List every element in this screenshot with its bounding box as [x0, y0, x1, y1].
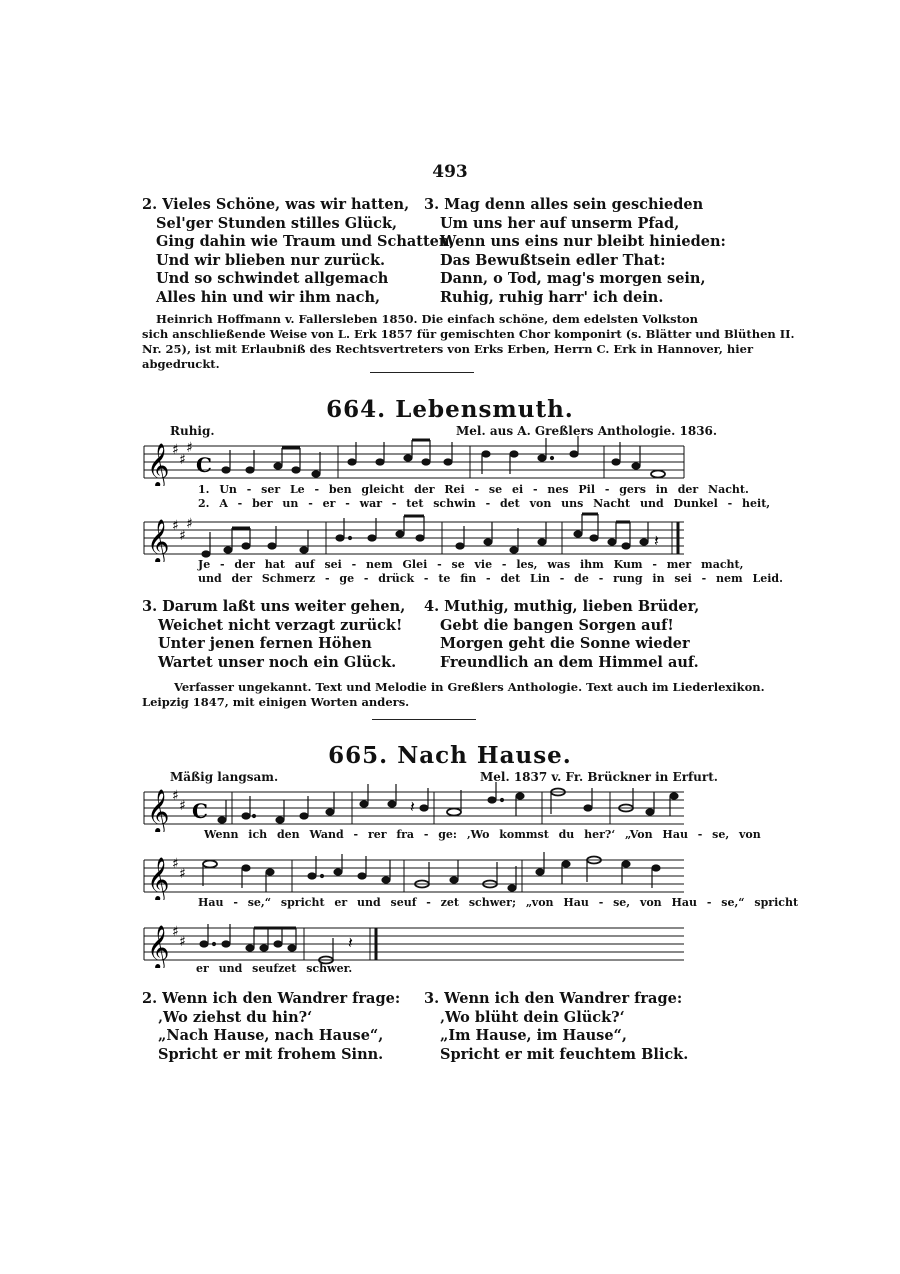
song-title: 664. Lebensmuth.	[326, 396, 574, 423]
svg-text:C: C	[192, 799, 208, 823]
lyrics-line: Je - der hat auf sei - nem Glei - se vie - les, was ihm Kum - mer macht,	[198, 558, 744, 571]
svg-text:♯: ♯	[179, 934, 186, 950]
svg-text:♯: ♯	[172, 856, 179, 872]
lyrics-line: 1. Un - ser Le - ben gleicht der Rei - se ei - nes Pil - gers in der Nacht.	[198, 483, 749, 496]
verse-line: Morgen geht die Sonne wieder	[440, 635, 690, 652]
verse-line: 2. Wenn ich den Wandrer frage:	[142, 990, 401, 1007]
verse-left-665	[142, 990, 400, 1064]
verse-line: „Im Hause, im Hause“,	[440, 1027, 627, 1044]
verse-right-top	[424, 196, 726, 307]
attribution-note-top	[142, 312, 795, 372]
lyrics-line: Wenn ich den Wand - rer fra - ge: ‚Wo kommst du her?‘ „Von Hau - se, von	[204, 828, 761, 841]
rest-icon: 𝄽	[410, 797, 415, 816]
melody-credit: Mel. 1837 v. Fr. Brückner in Erfurt.	[480, 770, 718, 784]
verse-line: ‚Wo blüht dein Glück?‘	[440, 1008, 625, 1026]
verse-line: ‚Wo ziehst du hin?‘	[158, 1008, 313, 1026]
lyrics-line: 2. A - ber un - er - war - tet schwin - det von uns Nacht und Dunkel - heit,	[198, 497, 771, 510]
verse-line: Alles hin und wir ihm nach,	[156, 288, 381, 306]
verse-line: „Nach Hause, nach Hause“,	[158, 1027, 384, 1044]
verse-right-664	[424, 598, 699, 672]
melody-credit: Mel. aus A. Greßlers Anthologie. 1836.	[456, 424, 718, 438]
treble-clef-icon: 𝄞	[147, 443, 170, 486]
svg-text:♯: ♯	[172, 442, 179, 458]
verse-line: 3. Wenn ich den Wandrer frage:	[424, 990, 683, 1007]
music-staff	[142, 918, 687, 968]
verse-line: Spricht er mit feuchtem Blick.	[440, 1045, 689, 1063]
verse-line: 3. Darum laßt uns weiter gehen,	[142, 598, 406, 615]
treble-clef-icon: 𝄞	[147, 519, 170, 562]
tempo-marking: Ruhig.	[170, 424, 215, 438]
divider	[370, 372, 474, 373]
verse-line: 2. Vieles Schöne, was wir hatten,	[142, 196, 410, 213]
rest-icon: 𝄽	[654, 531, 659, 550]
tempo-marking: Mäßig langsam.	[170, 770, 279, 784]
verse-right-665	[424, 990, 688, 1064]
lyrics-line: er und seufzet schwer.	[196, 962, 353, 975]
verse-line: Und wir blieben nur zurück.	[156, 251, 386, 269]
verse-left-top	[142, 196, 454, 307]
divider	[372, 719, 476, 720]
note-line: Verfasser ungekannt. Text und Melodie in Greßlers Anthologie. Text auch im Liederlexikon.	[174, 680, 765, 694]
verse-line: Sel'ger Stunden stilles Glück,	[156, 214, 398, 232]
music-staff	[142, 436, 687, 486]
verse-line: Freundlich an dem Himmel auf.	[440, 653, 699, 671]
svg-text:♯: ♯	[172, 788, 179, 804]
note-line: Nr. 25), ist mit Erlaubniß des Rechtsvertreters von Erks Erben, Herrn C. Erk in Hannover, hier	[142, 342, 754, 356]
verse-line: Um uns her auf unserm Pfad,	[440, 214, 680, 232]
treble-clef-icon: 𝄞	[147, 857, 170, 900]
treble-clef-icon: 𝄞	[147, 789, 170, 832]
verse-line: Ruhig, ruhig harr' ich dein.	[440, 288, 664, 306]
treble-clef-icon: 𝄞	[147, 925, 170, 968]
verse-line: 3. Mag denn alles sein geschieden	[424, 196, 704, 213]
verse-line: Und so schwindet allgemach	[156, 270, 389, 287]
verse-line: Wartet unser noch ein Glück.	[158, 653, 397, 671]
note-line: sich anschließende Weise von L. Erk 1857 für gemischten Chor komponirt (s. Blätter und Blüthen II.	[142, 327, 795, 341]
music-staff	[142, 782, 687, 832]
verse-line: Wenn uns eins nur bleibt hinieden:	[440, 233, 726, 250]
note-line: abgedruckt.	[142, 357, 220, 371]
verse-line: Ging dahin wie Traum und Schatten,	[156, 233, 455, 250]
svg-text:♯: ♯	[172, 924, 179, 940]
rest-icon: 𝄽	[348, 933, 353, 952]
note-line: Heinrich Hoffmann v. Fallersleben 1850. Die einfach schöne, dem edelsten Volkston	[156, 312, 698, 326]
verse-line: Dann, o Tod, mag's morgen sein,	[440, 270, 706, 287]
lyrics-line: und der Schmerz - ge - drück - te fin - det Lin - de - rung in sei - nem Leid.	[198, 572, 783, 585]
verse-line: Gebt die bangen Sorgen auf!	[440, 616, 674, 634]
verse-line: 4. Muthig, muthig, lieben Brüder,	[424, 598, 700, 615]
verse-line: Das Bewußtsein edler That:	[440, 251, 666, 269]
svg-text:C: C	[196, 453, 212, 477]
page-number: 493	[432, 162, 468, 182]
svg-text:♯: ♯	[179, 528, 186, 544]
svg-text:♯: ♯	[186, 516, 193, 532]
svg-text:♯: ♯	[172, 518, 179, 534]
verse-line: Weichet nicht verzagt zurück!	[158, 616, 403, 634]
svg-text:♯: ♯	[186, 440, 193, 456]
svg-text:♯: ♯	[179, 798, 186, 814]
verse-line: Spricht er mit frohem Sinn.	[158, 1045, 384, 1063]
verse-left-664	[142, 598, 405, 672]
song-title: 665. Nach Hause.	[328, 742, 572, 769]
music-staff	[142, 512, 687, 562]
note-line: Leipzig 1847, mit einigen Worten anders.	[142, 695, 410, 709]
lyrics-line: Hau - se,“ spricht er und seuf - zet schwer; „von Hau - se, von Hau - se,“ spricht	[198, 896, 799, 909]
svg-text:♯: ♯	[179, 866, 186, 882]
music-staff	[142, 850, 687, 900]
svg-text:♯: ♯	[179, 452, 186, 468]
verse-line: Unter jenen fernen Höhen	[158, 635, 372, 652]
attribution-note-664	[142, 680, 765, 710]
